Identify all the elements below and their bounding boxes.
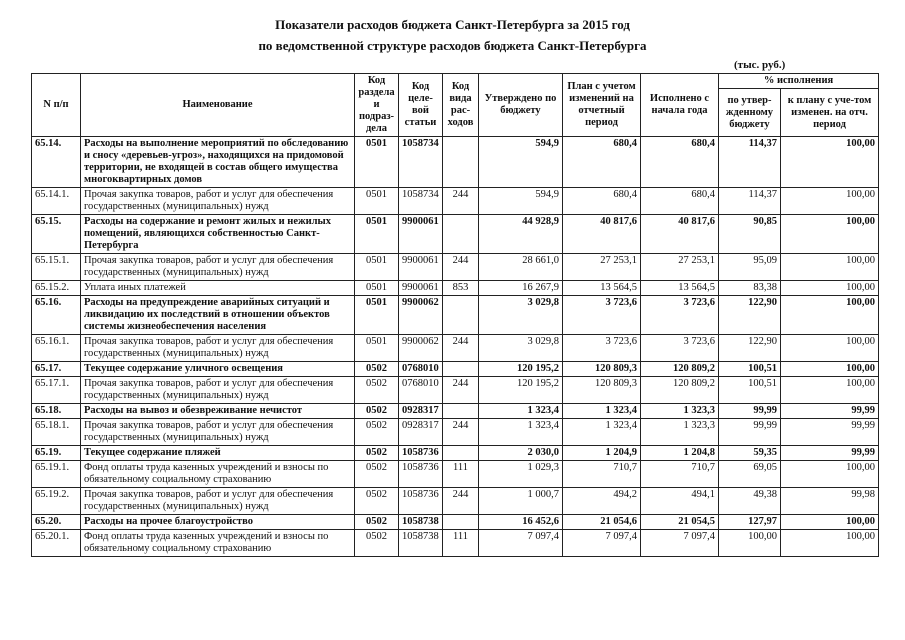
row-executed: 120 809,2 xyxy=(641,377,719,404)
row-name: Текущее содержание пляжей xyxy=(81,446,355,461)
row-num: 65.19.2. xyxy=(32,488,81,515)
row-pct-budget: 122,90 xyxy=(719,296,781,335)
row-statya: 0768010 xyxy=(399,377,443,404)
table-row xyxy=(32,254,879,281)
row-razdel: 0502 xyxy=(355,488,399,515)
row-pct-plan: 99,99 xyxy=(781,404,879,419)
table-row xyxy=(32,215,879,254)
row-statya: 0768010 xyxy=(399,362,443,377)
row-vid: 244 xyxy=(443,377,479,404)
row-pct-plan: 100,00 xyxy=(781,461,879,488)
row-approved: 3 029,8 xyxy=(479,335,563,362)
row-num: 65.14.1. xyxy=(32,188,81,215)
row-executed: 710,7 xyxy=(641,461,719,488)
table-row xyxy=(32,530,879,557)
header-pct-group: % исполнения xyxy=(719,74,879,89)
table-row xyxy=(32,281,879,296)
row-plan: 27 253,1 xyxy=(563,254,641,281)
row-name: Расходы на вывоз и обезвреживание нечистот xyxy=(81,404,355,419)
row-razdel: 0501 xyxy=(355,215,399,254)
row-pct-budget: 69,05 xyxy=(719,461,781,488)
row-plan: 1 204,9 xyxy=(563,446,641,461)
row-approved: 2 030,0 xyxy=(479,446,563,461)
row-razdel: 0501 xyxy=(355,137,399,188)
row-plan: 21 054,6 xyxy=(563,515,641,530)
table-row xyxy=(32,377,879,404)
row-pct-plan: 99,99 xyxy=(781,446,879,461)
row-executed: 1 323,3 xyxy=(641,404,719,419)
row-vid xyxy=(443,215,479,254)
row-vid xyxy=(443,296,479,335)
row-executed: 7 097,4 xyxy=(641,530,719,557)
row-num: 65.15.1. xyxy=(32,254,81,281)
row-approved: 28 661,0 xyxy=(479,254,563,281)
row-pct-plan: 100,00 xyxy=(781,530,879,557)
row-num: 65.14. xyxy=(32,137,81,188)
header-vid: Код вида рас-ходов xyxy=(443,74,479,137)
row-pct-plan: 100,00 xyxy=(781,215,879,254)
row-vid xyxy=(443,446,479,461)
row-num: 65.15. xyxy=(32,215,81,254)
row-pct-budget: 122,90 xyxy=(719,335,781,362)
row-pct-plan: 100,00 xyxy=(781,515,879,530)
row-approved: 7 097,4 xyxy=(479,530,563,557)
row-approved: 16 452,6 xyxy=(479,515,563,530)
table-row xyxy=(32,419,879,446)
header-razdel: Код раздела и подраз-дела xyxy=(355,74,399,137)
table-row xyxy=(32,188,879,215)
row-executed: 120 809,2 xyxy=(641,362,719,377)
header-plan: План с учетом изменений на отчетный период xyxy=(563,74,641,137)
row-pct-budget: 59,35 xyxy=(719,446,781,461)
row-executed: 3 723,6 xyxy=(641,335,719,362)
row-pct-plan: 100,00 xyxy=(781,335,879,362)
row-name: Текущее содержание уличного освещения xyxy=(81,362,355,377)
row-plan: 120 809,3 xyxy=(563,362,641,377)
row-statya: 1058738 xyxy=(399,530,443,557)
row-statya: 1058734 xyxy=(399,137,443,188)
table-row xyxy=(32,137,879,188)
row-razdel: 0502 xyxy=(355,446,399,461)
row-pct-budget: 99,99 xyxy=(719,419,781,446)
row-pct-budget: 49,38 xyxy=(719,488,781,515)
row-plan: 680,4 xyxy=(563,188,641,215)
row-pct-plan: 100,00 xyxy=(781,137,879,188)
row-pct-budget: 90,85 xyxy=(719,215,781,254)
row-name: Прочая закупка товаров, работ и услуг для обеспечения государственных (муниципальных) нужд xyxy=(81,335,355,362)
row-pct-plan: 100,00 xyxy=(781,377,879,404)
header-num: N п/п xyxy=(32,74,81,137)
row-name: Прочая закупка товаров, работ и услуг для обеспечения государственных (муниципальных) нужд xyxy=(81,188,355,215)
row-num: 65.20.1. xyxy=(32,530,81,557)
header-name: Наименование xyxy=(81,74,355,137)
row-razdel: 0501 xyxy=(355,281,399,296)
row-vid: 244 xyxy=(443,254,479,281)
row-vid xyxy=(443,362,479,377)
row-pct-plan: 99,98 xyxy=(781,488,879,515)
row-pct-plan: 99,99 xyxy=(781,419,879,446)
row-plan: 1 323,4 xyxy=(563,419,641,446)
row-razdel: 0502 xyxy=(355,377,399,404)
row-razdel: 0502 xyxy=(355,419,399,446)
row-razdel: 0502 xyxy=(355,530,399,557)
row-pct-plan: 100,00 xyxy=(781,296,879,335)
row-plan: 680,4 xyxy=(563,137,641,188)
row-executed: 21 054,5 xyxy=(641,515,719,530)
row-approved: 1 323,4 xyxy=(479,419,563,446)
row-vid xyxy=(443,515,479,530)
page-title: Показатели расходов бюджета Санкт-Петербурга за 2015 год xyxy=(275,17,630,32)
row-num: 65.15.2. xyxy=(32,281,81,296)
row-pct-budget: 83,38 xyxy=(719,281,781,296)
row-razdel: 0502 xyxy=(355,362,399,377)
row-approved: 594,9 xyxy=(479,188,563,215)
row-razdel: 0502 xyxy=(355,404,399,419)
header-executed: Исполнено с начала года xyxy=(641,74,719,137)
row-approved: 3 029,8 xyxy=(479,296,563,335)
row-statya: 1058736 xyxy=(399,461,443,488)
row-num: 65.19.1. xyxy=(32,461,81,488)
row-num: 65.16. xyxy=(32,296,81,335)
row-plan: 3 723,6 xyxy=(563,296,641,335)
budget-table xyxy=(31,73,879,557)
row-statya: 0928317 xyxy=(399,419,443,446)
row-executed: 40 817,6 xyxy=(641,215,719,254)
row-vid: 244 xyxy=(443,488,479,515)
header-statya: Код целе-вой статьи xyxy=(399,74,443,137)
row-pct-budget: 100,51 xyxy=(719,362,781,377)
row-pct-budget: 100,00 xyxy=(719,530,781,557)
row-num: 65.17. xyxy=(32,362,81,377)
row-num: 65.16.1. xyxy=(32,335,81,362)
row-plan: 13 564,5 xyxy=(563,281,641,296)
row-approved: 44 928,9 xyxy=(479,215,563,254)
row-executed: 680,4 xyxy=(641,188,719,215)
row-vid: 244 xyxy=(443,335,479,362)
row-statya: 1058736 xyxy=(399,488,443,515)
row-executed: 13 564,5 xyxy=(641,281,719,296)
row-vid: 853 xyxy=(443,281,479,296)
row-executed: 27 253,1 xyxy=(641,254,719,281)
table-row xyxy=(32,362,879,377)
row-num: 65.17.1. xyxy=(32,377,81,404)
row-vid: 111 xyxy=(443,461,479,488)
row-vid xyxy=(443,137,479,188)
row-vid: 111 xyxy=(443,530,479,557)
header-pct-plan: к плану с уче-том изменен. на отч. период xyxy=(781,89,879,137)
row-executed: 1 204,8 xyxy=(641,446,719,461)
row-statya: 0928317 xyxy=(399,404,443,419)
row-name: Прочая закупка товаров, работ и услуг для обеспечения государственных (муниципальных) нужд xyxy=(81,377,355,404)
row-approved: 1 029,3 xyxy=(479,461,563,488)
row-name: Прочая закупка товаров, работ и услуг для обеспечения государственных (муниципальных) нужд xyxy=(81,419,355,446)
row-approved: 120 195,2 xyxy=(479,377,563,404)
row-num: 65.18.1. xyxy=(32,419,81,446)
row-statya: 9900061 xyxy=(399,215,443,254)
row-pct-budget: 127,97 xyxy=(719,515,781,530)
row-name: Расходы на выполнение мероприятий по обследованию и сносу «деревьев-угроз», находящихся на придомовой территории, не входящей в состав общего имущества многоквартирных домов xyxy=(81,137,355,188)
row-approved: 1 000,7 xyxy=(479,488,563,515)
row-razdel: 0502 xyxy=(355,461,399,488)
row-statya: 9900062 xyxy=(399,296,443,335)
row-pct-budget: 100,51 xyxy=(719,377,781,404)
row-executed: 680,4 xyxy=(641,137,719,188)
unit-label: (тыс. руб.) xyxy=(734,59,786,71)
row-plan: 710,7 xyxy=(563,461,641,488)
row-plan: 40 817,6 xyxy=(563,215,641,254)
row-name: Уплата иных платежей xyxy=(81,281,355,296)
row-vid: 244 xyxy=(443,419,479,446)
row-pct-plan: 100,00 xyxy=(781,188,879,215)
table-row xyxy=(32,335,879,362)
row-statya: 1058734 xyxy=(399,188,443,215)
row-plan: 120 809,3 xyxy=(563,377,641,404)
row-pct-plan: 100,00 xyxy=(781,254,879,281)
row-approved: 120 195,2 xyxy=(479,362,563,377)
row-statya: 9900061 xyxy=(399,254,443,281)
row-plan: 494,2 xyxy=(563,488,641,515)
row-executed: 1 323,3 xyxy=(641,419,719,446)
table-row xyxy=(32,515,879,530)
row-num: 65.19. xyxy=(32,446,81,461)
row-razdel: 0502 xyxy=(355,515,399,530)
row-name: Расходы на предупреждение аварийных ситуаций и ликвидацию их последствий в отношении объектов системы жизнеобеспечения населения xyxy=(81,296,355,335)
row-vid xyxy=(443,404,479,419)
table-row xyxy=(32,296,879,335)
row-name: Расходы на содержание и ремонт жилых и нежилых помещений, являющихся собственностью Санкт-Петербурга xyxy=(81,215,355,254)
row-executed: 3 723,6 xyxy=(641,296,719,335)
row-razdel: 0501 xyxy=(355,296,399,335)
row-pct-plan: 100,00 xyxy=(781,281,879,296)
row-razdel: 0501 xyxy=(355,188,399,215)
row-approved: 16 267,9 xyxy=(479,281,563,296)
row-pct-budget: 114,37 xyxy=(719,137,781,188)
row-num: 65.18. xyxy=(32,404,81,419)
row-statya: 9900061 xyxy=(399,281,443,296)
row-plan: 3 723,6 xyxy=(563,335,641,362)
table-row xyxy=(32,446,879,461)
row-pct-plan: 100,00 xyxy=(781,362,879,377)
row-pct-budget: 95,09 xyxy=(719,254,781,281)
row-name: Расходы на прочее благоустройство xyxy=(81,515,355,530)
row-name: Прочая закупка товаров, работ и услуг для обеспечения государственных (муниципальных) нужд xyxy=(81,254,355,281)
table-row xyxy=(32,404,879,419)
row-statya: 1058736 xyxy=(399,446,443,461)
row-approved: 1 323,4 xyxy=(479,404,563,419)
row-name: Фонд оплаты труда казенных учреждений и взносы по обязательному социальному страхованию xyxy=(81,530,355,557)
row-plan: 7 097,4 xyxy=(563,530,641,557)
row-plan: 1 323,4 xyxy=(563,404,641,419)
row-num: 65.20. xyxy=(32,515,81,530)
row-executed: 494,1 xyxy=(641,488,719,515)
row-approved: 594,9 xyxy=(479,137,563,188)
row-vid: 244 xyxy=(443,188,479,215)
header-approved: Утверждено по бюджету xyxy=(479,74,563,137)
row-pct-budget: 114,37 xyxy=(719,188,781,215)
row-statya: 1058738 xyxy=(399,515,443,530)
row-name: Прочая закупка товаров, работ и услуг для обеспечения государственных (муниципальных) нужд xyxy=(81,488,355,515)
row-pct-budget: 99,99 xyxy=(719,404,781,419)
table-row xyxy=(32,461,879,488)
page-subtitle: по ведомственной структуре расходов бюджета Санкт-Петербурга xyxy=(258,38,647,53)
row-statya: 9900062 xyxy=(399,335,443,362)
header-pct-budget: по утвер-жденному бюджету xyxy=(719,89,781,137)
row-name: Фонд оплаты труда казенных учреждений и взносы по обязательному социальному страхованию xyxy=(81,461,355,488)
table-row xyxy=(32,488,879,515)
row-razdel: 0501 xyxy=(355,254,399,281)
row-razdel: 0501 xyxy=(355,335,399,362)
